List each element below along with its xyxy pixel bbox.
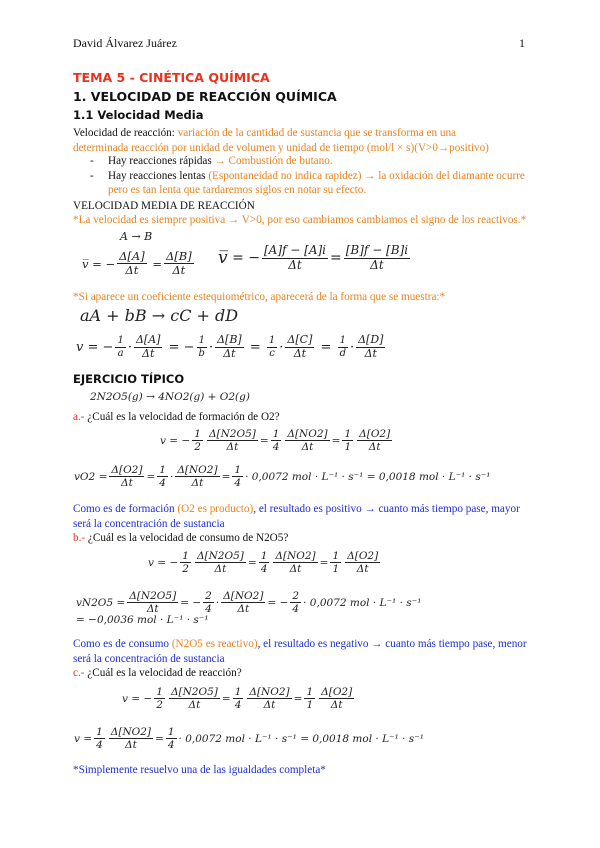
formula-general-rate: v = − $\frac{1}{a}$ · $\frac{\Delta[A]}{\Delta t}$ = − $\frac{1}{b}$ · $\frac{\Delta[B]}{\Delta t}$ = $\frac{1}{c}$ · $\frac{\Delta[C]}{\Delta t}$ = $\frac{1}{d}$ · Δ[D] Δt (76, 333, 384, 360)
bullet-slow-cont: pero es tan lenta que tardaremos siglos en notar su efecto. (108, 184, 367, 196)
note-coefficient: *Si aparece un coeficiente estequiométrico, aparecerá de la forma que se muestra:* (73, 291, 446, 303)
decomposition-reaction: 2N2O5(g) → 4NO2(g) + O2(g) (90, 391, 250, 403)
note-positive: *La velocidad es siempre positiva → V>0, por eso cambiamos cambiamos el signo de los reactivos.* (73, 214, 527, 226)
intro-lead: Velocidad de reacción: (73, 127, 175, 139)
general-reaction: aA + bB → cC + dD (80, 306, 239, 325)
equation-b-result: vN2O5 = $\frac{\Delta[N2O5]}{\Delta t}$ = − $\frac{2}{4}$ · $\frac{\Delta[NO2]}{\Delta t}$ = − $\frac{2}{4}$ · 0,0072 mol · L⁻¹ · s⁻¹ (76, 590, 422, 616)
intro-units: (mol/l × s)(V>0→positivo) (366, 142, 489, 154)
comment-b-line-2: será la concentración de sustancia (73, 653, 225, 665)
equation-a-result: vO2 = $\frac{\Delta[O2]}{\Delta t}$ = $\frac{1}{4}$ · $\frac{\Delta[NO2]}{\Delta t}$ = $\frac{1}{4}$ · 0,0072 mol · L⁻¹ · s⁻¹ = 0,0018 mol · L⁻¹ · s⁻¹ (74, 464, 491, 490)
ejercicio-heading: EJERCICIO TÍPICO (73, 372, 185, 386)
equation-b-final: = −0,0036 mol · L⁻¹ · s⁻¹ (76, 614, 209, 626)
intro-def-1: variación de la cantidad de sustancia que se transforma en una (174, 127, 457, 139)
equation-c-rate: v = − $\frac{1}{2}$ $\frac{\Delta[N2O5]}{\Delta t}$ = $\frac{1}{4}$ $\frac{\Delta[NO2]}{\Delta t}$ = $\frac{1}{1}$ Δ[O2] Δt (122, 686, 353, 712)
comment-a-line-1: Como es de formación (O2 es producto), el resultado es positivo → cuanto más tiempo pase, mayor (73, 503, 520, 515)
tema-title: TEMA 5 - CINÉTICA QUÍMICA (73, 70, 270, 85)
question-b: b.- ¿Cuál es la velocidad de consumo de N2O5? (73, 532, 289, 544)
equation-c-result: v = $\frac{1}{4}$ $\frac{\Delta[NO2]}{\Delta t}$ = $\frac{1}{4}$ · 0,0072 mol · L⁻¹ · s⁻¹ = 0,0018 mol · L⁻¹ · s⁻¹ (74, 726, 424, 752)
question-c: c.- ¿Cuál es la velocidad de reacción? (73, 667, 242, 679)
comment-b-line-1: Como es de consumo (N2O5 es reactivo), el resultado es negativo → cuanto más tiempo pase, menor (73, 638, 527, 650)
equation-b-rate: v = − $\frac{1}{2}$ $\frac{\Delta[N2O5]}{\Delta t}$ = $\frac{1}{4}$ $\frac{\Delta[NO2]}{\Delta t}$ = $\frac{1}{1}$ Δ[O2] Δt (148, 550, 379, 576)
subsection-title: 1.1 Velocidad Media (73, 108, 204, 122)
intro-line-2 (73, 141, 489, 155)
bullet-slow: - Hay reacciones lentas (Espontaneidad no indica rapidez) → la oxidación del diamante ocurre (90, 170, 525, 182)
formula-mean-rate: v̅ = − $\frac{\Delta[A]}{\Delta t}$ = $\frac{\Delta[B]}{\Delta t}$ (82, 249, 192, 278)
bullet-fast: - Hay reacciones rápidas → Combustión de butano. (90, 155, 333, 167)
final-note: *Simplemente resuelvo una de las igualdades completa* (73, 764, 326, 776)
page-number: 1 (519, 36, 525, 50)
question-a: a.- ¿Cuál es la velocidad de formación de O2? (73, 411, 280, 423)
equation-a-rate: v = − $\frac{1}{2}$ $\frac{\Delta[N2O5]}{\Delta t}$ = $\frac{1}{4}$ $\frac{\Delta[NO2]}{\Delta t}$ = $\frac{1}{1}$ Δ[O2] Δt (160, 428, 391, 454)
section-title: 1. VELOCIDAD DE REACCIÓN QUÍMICA (73, 89, 337, 104)
author-name: David Álvarez Juárez (73, 36, 177, 50)
intro-line-1 (73, 126, 456, 140)
reaction-a-b: A → B (120, 230, 153, 243)
formula-concentration-rate: v̅ = − $\frac{[A]f - [A]i}{\Delta t}$ = $\frac{[B]f - [B]i}{\Delta t}$ (218, 243, 409, 272)
vm-heading: VELOCIDAD MEDIA DE REACCIÓN (73, 200, 255, 212)
intro-def-2: determinada reacción por unidad de volumen y unidad de tiempo (73, 142, 367, 154)
comment-a-line-2: será la concentración de sustancia (73, 518, 225, 530)
